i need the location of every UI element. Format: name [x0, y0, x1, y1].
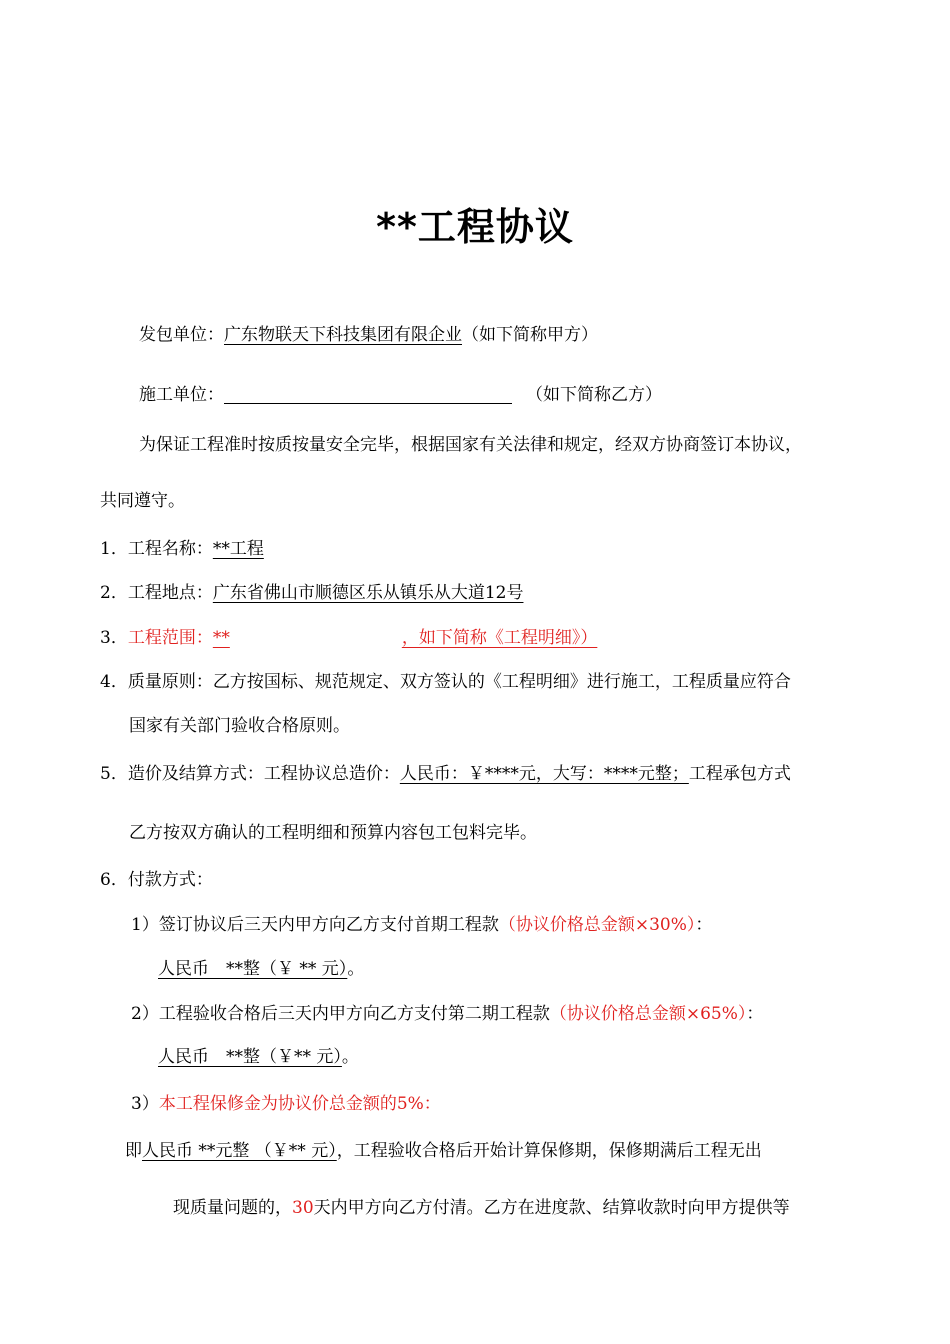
scope-suffix: ，如下简称《工程明细》） [401, 628, 598, 648]
client-label: 发包单位： [139, 325, 224, 345]
payment-1 [131, 913, 712, 937]
payment-3 [131, 1092, 441, 1116]
payment-3-number: 3） [131, 1094, 159, 1114]
payment-2-ratio: （协议价格总金额×65%） [549, 1004, 747, 1024]
item-number: 4． [100, 672, 128, 692]
item-number: 6． [100, 870, 128, 890]
item-number: 5． [100, 764, 128, 784]
client-line [139, 323, 598, 347]
payment-3-line-3 [173, 1196, 790, 1220]
payment-1-amount-end: 。 [347, 959, 365, 979]
contractor-blank[interactable] [224, 383, 512, 404]
item-label: 工程地点： [127, 583, 213, 603]
quality-text-line-1: 质量原则：乙方按国标、规范规定、双方签认的《工程明细》进行施工，工程质量应符合 [127, 672, 791, 692]
item-quality-standard [100, 670, 791, 694]
payment-3-days: 30 [292, 1198, 314, 1218]
payment-1-ratio: （协议价格总金额×30%） [498, 915, 696, 935]
item-project-scope [100, 626, 597, 650]
item-payment-method [100, 868, 213, 892]
project-name-value: **工程 [212, 539, 264, 559]
scope-stars: ** [212, 628, 230, 648]
payment-3-line-3a: 现质量问题的， [173, 1198, 292, 1218]
item-label: 工程名称： [127, 539, 213, 559]
item-price-settlement [100, 762, 791, 786]
payment-1-end: ： [695, 915, 713, 935]
payment-3-prefix: 即 [125, 1141, 142, 1161]
client-name: 广东物联天下科技集团有限企业 [224, 325, 462, 345]
price-text-line-2: 乙方按双方确认的工程明细和预算内容包工包料完毕。 [129, 823, 537, 843]
payment-2-amount: 人民币 **整（￥** 元） [158, 1047, 342, 1067]
quality-text-line-2: 国家有关部门验收合格原则。 [129, 716, 350, 736]
payment-1-text: 1）签订协议后三天内甲方向乙方支付首期工程款 [131, 915, 499, 935]
item-number: 1． [100, 539, 128, 559]
price-tail: 工程承包方式 [688, 764, 791, 784]
contractor-suffix: （如下简称乙方） [526, 385, 662, 405]
price-label: 造价及结算方式：工程协议总造价： [127, 764, 400, 784]
document-title: **工程协议 [376, 205, 574, 249]
payment-3-line-2 [125, 1139, 762, 1163]
payment-2-amount-line [158, 1045, 359, 1069]
item-label: 工程范围： [127, 628, 213, 648]
project-location-value: 广东省佛山市顺德区乐从镇乐从大道12号 [212, 583, 524, 603]
payment-1-amount-line [158, 957, 364, 981]
payment-2-amount-end: 。 [341, 1047, 359, 1067]
contractor-line [139, 383, 662, 407]
payment-3-amount: 人民币 **元整 （￥** 元） [142, 1141, 337, 1161]
item-number: 3． [100, 628, 128, 648]
intro-line-2: 共同遵守。 [100, 491, 185, 511]
project-scope-value [213, 628, 598, 648]
payment-3-retention: 本工程保修金为协议价总金额的5%： [158, 1094, 441, 1114]
intro-line-1: 为保证工程准时按质按量安全完毕，根据国家有关法律和规定，经双方协商签订本协议， [139, 435, 802, 455]
item-label: 付款方式： [127, 870, 213, 890]
client-suffix: （如下简称甲方） [462, 325, 598, 345]
payment-2-end: ： [746, 1004, 764, 1024]
item-project-name [100, 537, 264, 561]
payment-2-text: 2）工程验收合格后三天内甲方向乙方支付第二期工程款 [131, 1004, 550, 1024]
total-price-value: 人民币：￥****元，大写：****元整； [399, 764, 689, 784]
contractor-label: 施工单位： [139, 385, 224, 405]
payment-3-line-3b: 天内甲方向乙方付清。乙方在进度款、结算收款时向甲方提供等 [313, 1198, 790, 1218]
payment-3-text: ，工程验收合格后开始计算保修期，保修期满后工程无出 [336, 1141, 762, 1161]
item-project-location [100, 581, 523, 605]
payment-2 [131, 1002, 763, 1026]
item-number: 2． [100, 583, 128, 603]
payment-1-amount: 人民币 **整（￥ ** 元） [158, 959, 348, 979]
